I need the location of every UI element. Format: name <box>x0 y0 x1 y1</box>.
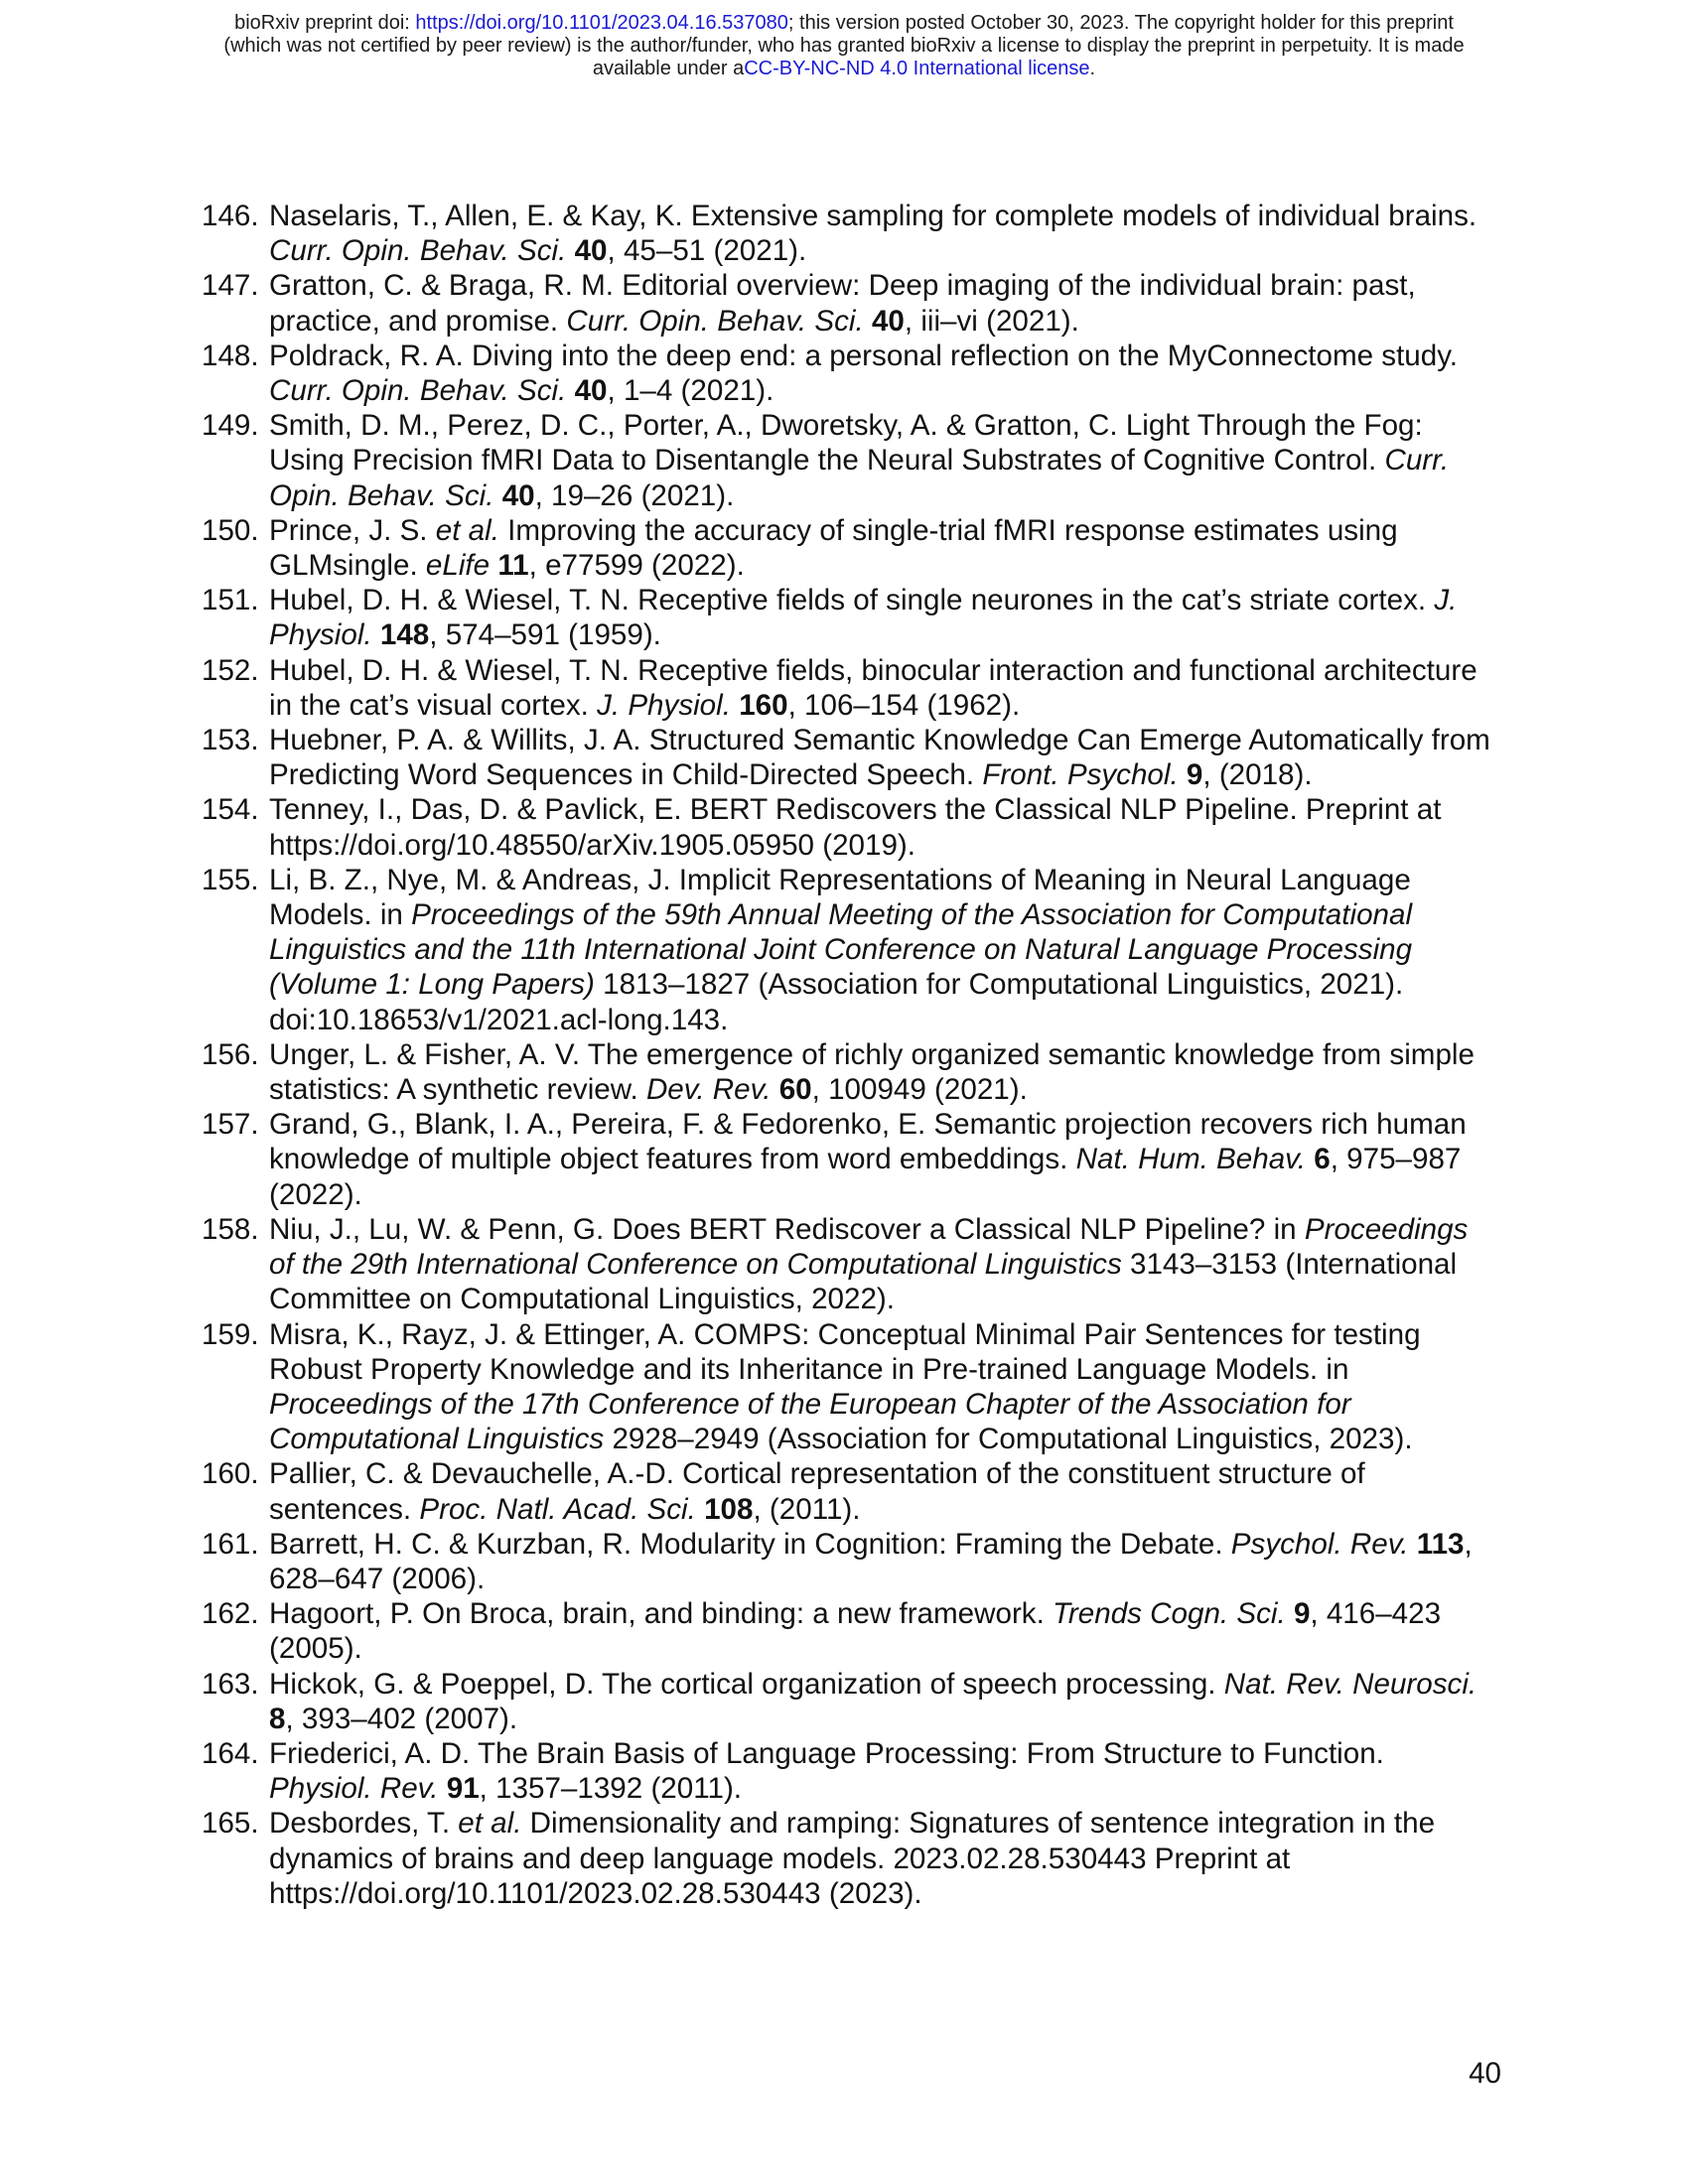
reference-volume: 40 <box>574 374 608 408</box>
reference-text-segment: , 393–402 (2007). <box>285 1702 518 1735</box>
reference-volume: 113 <box>1416 1527 1465 1561</box>
reference-text <box>269 723 1492 792</box>
reference-text <box>269 1037 1492 1107</box>
reference-volume: 40 <box>871 304 905 338</box>
reference-italic-text: Proceedings of the 29th International Conference on Computational Linguistics <box>269 1212 1469 1282</box>
reference-text-segment: Gratton, C. & Braga, R. M. Editorial overview: Deep imaging of the individual brain: past, practice, and promise. <box>269 269 1416 338</box>
reference-text-segment: Friederici, A. D. The Brain Basis of Language Processing: From Structure to Function. <box>269 1736 1384 1770</box>
header-line-1 <box>0 12 1688 35</box>
header-line-1-suffix: ; this version posted October 30, 2023. The copyright holder for this preprint <box>787 12 1454 34</box>
reference-item <box>202 513 1492 583</box>
reference-text-segment: Hickok, G. & Poeppel, D. The cortical organization of speech processing. <box>269 1667 1224 1701</box>
reference-text <box>269 268 1492 338</box>
reference-number: 161. <box>202 1527 259 1561</box>
reference-text-segment <box>493 479 501 512</box>
reference-volume: 108 <box>704 1492 754 1526</box>
reference-text-segment: , 628–647 (2006). <box>269 1527 1473 1595</box>
reference-italic-text: Curr. Opin. Behav. Sci. <box>566 304 864 338</box>
reference-volume: 40 <box>501 478 535 512</box>
reference-italic-text: eLife <box>425 549 491 583</box>
license-link[interactable]: CC-BY-NC-ND 4.0 International license <box>744 58 1090 79</box>
reference-text-segment: 3143–3153 (International Committee on Computational Linguistics, 2022). <box>269 1248 1458 1316</box>
reference-text-segment: Desbordes, T. <box>269 1807 459 1841</box>
reference-text <box>269 513 1492 583</box>
reference-volume: 91 <box>446 1772 480 1806</box>
reference-number: 164. <box>202 1736 259 1770</box>
reference-item <box>202 339 1492 408</box>
reference-text-segment: Grand, G., Blank, I. A., Pereira, F. & Fedorenko, E. Semantic projection recovers rich human knowledge of multiple object features from word embeddings. <box>269 1108 1467 1176</box>
reference-volume: 11 <box>497 549 529 583</box>
reference-text-segment: Hubel, D. H. & Wiesel, T. N. Receptive fields, binocular interaction and functional architecture in the cat’s visual cortex. <box>269 653 1477 722</box>
header-line-3-suffix: . <box>1089 58 1096 79</box>
reference-text-segment <box>771 1073 778 1106</box>
reference-text-segment <box>1306 1143 1314 1175</box>
reference-text <box>269 1317 1492 1457</box>
reference-text-segment: Pallier, C. & Devauchelle, A.-D. Cortical representation of the constituent structure of sentences. <box>269 1457 1365 1526</box>
reference-text <box>269 199 1492 268</box>
reference-italic-text: Proceedings of the 17th Conference of the European Chapter of the Association for Computational Linguistics <box>269 1387 1351 1456</box>
reference-number: 157. <box>202 1108 259 1142</box>
reference-item <box>202 583 1492 652</box>
reference-list <box>202 199 1492 1911</box>
reference-text <box>269 1456 1492 1526</box>
reference-text-segment <box>731 689 739 722</box>
reference-number: 149. <box>202 409 259 443</box>
reference-item <box>202 1037 1492 1107</box>
reference-number: 160. <box>202 1457 259 1491</box>
reference-item <box>202 1456 1492 1526</box>
reference-text-segment <box>696 1493 704 1526</box>
reference-number: 152. <box>202 653 259 687</box>
reference-text-segment: Prince, J. S. <box>269 513 436 547</box>
reference-number: 158. <box>202 1212 259 1246</box>
reference-text <box>269 1806 1492 1911</box>
reference-item <box>202 199 1492 268</box>
reference-italic-text: Dev. Rev. <box>645 1073 772 1107</box>
reference-text-segment: , 975–987 (2022). <box>269 1143 1462 1211</box>
reference-volume: 40 <box>574 234 608 268</box>
reference-text <box>269 1212 1492 1317</box>
reference-text-segment: , iii–vi (2021). <box>904 304 1079 338</box>
reference-text-segment: , 45–51 (2021). <box>607 234 807 268</box>
reference-italic-text: et al. <box>435 513 499 547</box>
reference-item <box>202 863 1492 1037</box>
reference-item <box>202 1317 1492 1457</box>
reference-italic-text: Proceedings of the 59th Annual Meeting of the Association for Computational Linguistics and the 11th International Joint Conference on Natural Language Processing (Volume 1: Long Papers) <box>269 898 1413 1002</box>
reference-text-segment <box>1286 1597 1294 1630</box>
reference-item <box>202 1667 1492 1736</box>
reference-number: 146. <box>202 200 259 232</box>
reference-text <box>269 339 1492 408</box>
reference-italic-text: Curr. Opin. Behav. Sci. <box>269 374 567 408</box>
reference-number: 163. <box>202 1667 259 1701</box>
reference-italic-text: J. Physiol. <box>269 584 1458 652</box>
reference-text-segment: Niu, J., Lu, W. & Penn, G. Does BERT Rediscover a Classical NLP Pipeline? in <box>269 1212 1305 1246</box>
reference-item <box>202 1527 1492 1596</box>
reference-text <box>269 1527 1492 1596</box>
header-line-1-prefix: bioRxiv preprint doi: <box>234 12 416 34</box>
reference-item <box>202 653 1492 723</box>
reference-text-segment: Hubel, D. H. & Wiesel, T. N. Receptive fields of single neurones in the cat’s striate cortex. <box>269 584 1435 617</box>
reference-text-segment: , 1–4 (2021). <box>607 374 774 408</box>
reference-text-segment: Unger, L. & Fisher, A. V. The emergence of richly organized semantic knowledge from simple statistics: A synthetic review. <box>269 1037 1475 1107</box>
reference-text-segment: , (2011). <box>753 1492 861 1526</box>
reference-italic-text: et al. <box>458 1807 522 1841</box>
reference-number: 159. <box>202 1317 259 1351</box>
reference-number: 151. <box>202 584 259 617</box>
header-line-3-prefix: available under a <box>592 58 745 79</box>
reference-item <box>202 792 1492 862</box>
reference-text-segment: Dimensionality and ramping: Signatures of sentence integration in the dynamics of brains and deep language models. 2023.02.28.530443 Preprint at https://doi.org/10.1101/2023.02.28.530443 (2023). <box>269 1807 1436 1910</box>
reference-text-segment <box>566 374 574 407</box>
reference-number: 154. <box>202 793 259 827</box>
reference-text <box>269 583 1492 652</box>
reference-volume: 8 <box>269 1702 286 1735</box>
reference-italic-text: Psychol. Rev. <box>1230 1527 1409 1561</box>
reference-number: 150. <box>202 513 259 547</box>
reference-text <box>269 1107 1492 1212</box>
reference-italic-text: Physiol. Rev. <box>269 1772 439 1806</box>
reference-text-segment <box>1409 1528 1417 1561</box>
reference-text-segment: Misra, K., Rayz, J. & Ettinger, A. COMPS: Conceptual Minimal Pair Sentences for testing Robust Property Knowledge and its Inheritance in Pre-trained Language Models. in <box>269 1317 1421 1386</box>
reference-text-segment: , 106–154 (1962). <box>787 688 1021 722</box>
reference-text <box>269 653 1492 723</box>
page-number: 40 <box>1469 2057 1501 2090</box>
header-line-2: (which was not certified by peer review) is the author/funder, who has granted bioRxiv a license to display the preprint in perpetuity. It is made <box>223 35 1465 57</box>
reference-text-segment: Improving the accuracy of single-trial fMRI response estimates using GLMsingle. <box>269 513 1398 583</box>
reference-volume: 160 <box>739 688 788 722</box>
reference-text-segment: Hagoort, P. On Broca, brain, and binding: a new framework. <box>269 1597 1054 1631</box>
reference-text-segment: , e77599 (2022). <box>528 549 745 583</box>
reference-item <box>202 723 1492 792</box>
reference-text <box>269 1736 1492 1806</box>
reference-number: 155. <box>202 863 259 896</box>
reference-italic-text: Curr. Opin. Behav. Sci. <box>269 234 567 268</box>
reference-text-segment <box>1179 758 1187 791</box>
reference-text-segment: Barrett, H. C. & Kurzban, R. Modularity in Cognition: Framing the Debate. <box>269 1527 1231 1561</box>
reference-text <box>269 863 1492 1037</box>
reference-number: 153. <box>202 724 259 757</box>
reference-number: 156. <box>202 1037 259 1071</box>
reference-volume: 60 <box>778 1073 812 1107</box>
reference-text-segment: , 574–591 (1959). <box>429 618 661 652</box>
reference-item <box>202 408 1492 513</box>
reference-text-segment: , 1357–1392 (2011). <box>479 1772 743 1806</box>
reference-text <box>269 792 1492 862</box>
reference-italic-text: Nat. Rev. Neurosci. <box>1223 1667 1477 1701</box>
reference-text-segment: , (2018). <box>1202 758 1313 792</box>
reference-italic-text: Curr. Opin. Behav. Sci. <box>269 444 1450 512</box>
reference-item <box>202 1596 1492 1666</box>
reference-text-segment: Poldrack, R. A. Diving into the deep end: a personal reflection on the MyConnectome study. <box>269 339 1459 372</box>
reference-italic-text: Trends Cogn. Sci. <box>1053 1597 1286 1631</box>
reference-item <box>202 268 1492 338</box>
reference-text-segment: Smith, D. M., Perez, D. C., Porter, A., Dworetsky, A. & Gratton, C. Light Through the Fog: Using Precision fMRI Data to Disentangle the Neural Substrates of Cognitive Control. <box>269 409 1423 478</box>
reference-text-segment: Huebner, P. A. & Willits, J. A. Structured Semantic Knowledge Can Emerge Automatically from Predicting Word Sequences in Child-Directed Speech. <box>269 724 1490 792</box>
reference-item <box>202 1806 1492 1911</box>
reference-text <box>269 1596 1492 1666</box>
reference-text-segment: Li, B. Z., Nye, M. & Andreas, J. Implicit Representations of Meaning in Neural Language Models. in <box>269 863 1411 932</box>
reference-volume: 148 <box>379 618 430 652</box>
reference-text-segment <box>439 1772 447 1805</box>
reference-item <box>202 1212 1492 1317</box>
reference-text-segment: , 19–26 (2021). <box>534 478 735 512</box>
reference-number: 147. <box>202 269 259 303</box>
reference-volume: 6 <box>1314 1143 1331 1176</box>
reference-item <box>202 1736 1492 1806</box>
reference-volume: 9 <box>1186 758 1203 792</box>
reference-italic-text: Nat. Hum. Behav. <box>1075 1143 1306 1176</box>
reference-italic-text: Front. Psychol. <box>982 758 1179 792</box>
reference-item <box>202 1107 1492 1212</box>
reference-text <box>269 408 1492 513</box>
reference-text-segment <box>372 618 380 651</box>
reference-text-segment: Tenney, I., Das, D. & Pavlick, E. BERT Rediscovers the Classical NLP Pipeline. Preprint at https://doi.org/10.48550/arXiv.1905.05950 (2019). <box>269 793 1442 862</box>
reference-text-segment: 2928–2949 (Association for Computational Linguistics, 2023). <box>604 1423 1413 1456</box>
reference-text-segment: , 100949 (2021). <box>811 1073 1028 1107</box>
reference-text-segment: 1813–1827 (Association for Computational Linguistics, 2021). doi:10.18653/v1/2021.acl-long.143. <box>269 968 1404 1036</box>
reference-italic-text: Proc. Natl. Acad. Sci. <box>419 1492 696 1526</box>
reference-italic-text: J. Physiol. <box>597 688 731 722</box>
reference-text-segment <box>864 305 872 338</box>
reference-text-segment: Naselaris, T., Allen, E. & Kay, K. Extensive sampling for complete models of individual brains. <box>269 200 1477 232</box>
reference-text <box>269 1667 1492 1736</box>
reference-number: 148. <box>202 339 259 372</box>
reference-text-segment <box>566 234 574 267</box>
preprint-header <box>0 12 1688 80</box>
reference-volume: 9 <box>1293 1597 1311 1631</box>
reference-number: 162. <box>202 1597 259 1631</box>
doi-link[interactable]: https://doi.org/10.1101/2023.04.16.537080 <box>415 12 788 34</box>
reference-text-segment: , 416–423 (2005). <box>269 1597 1442 1666</box>
reference-number: 165. <box>202 1807 259 1841</box>
header-line-3 <box>0 58 1688 80</box>
